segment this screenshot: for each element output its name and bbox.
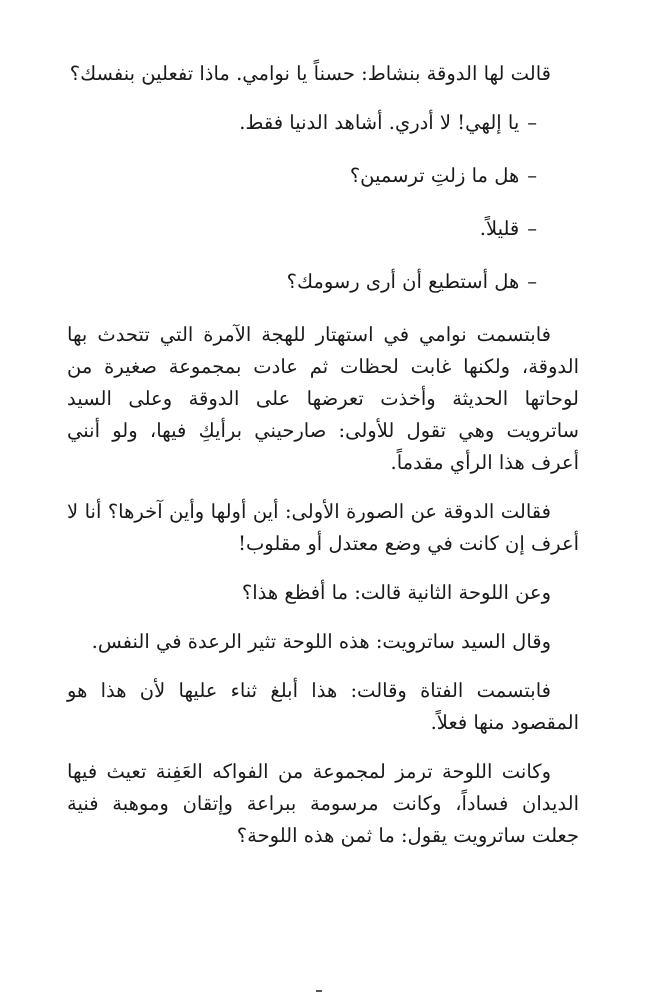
dialogue-text: هل أستطيع أن أرى رسومك؟ [286, 270, 520, 293]
dialogue-dash: – [527, 270, 537, 293]
paragraph-naomi-paintings: فابتسمت نوامي في استهتار للهجة الآمرة التي تتحدث بها الدوقة، ولكنها غابت لحظات ثم عادت بمجموعة صغيرة من لوحاتها الحديثة وأخذت تعرضها على الدوقة وعلى السيد ساترويت وهي تقول للأولى: صارحيني برأيكِ فيها، ولو أنني أعرف هذا الرأي مقدماً. [67, 323, 579, 474]
book-page [67, 58, 579, 869]
dialogue-text: هل ما زلتِ ترسمين؟ [349, 164, 520, 187]
paragraph-first-painting: فقالت الدوقة عن الصورة الأولى: أين أولها وأين آخرها؟ أنا لا أعرف إن كانت في وضع معتدل أو مقلوب! [67, 500, 579, 555]
dialogue-line [67, 160, 579, 192]
dialogue-dash: – [527, 164, 537, 187]
paragraph-second-painting: وعن اللوحة الثانية قالت: ما أفظع هذا؟ [241, 581, 551, 604]
page-edge-mark [316, 990, 322, 992]
dialogue-text: قليلاً. [479, 217, 520, 240]
dialogue-line [67, 213, 579, 245]
paragraph-satterthwaite-comment: وقال السيد ساترويت: هذه اللوحة تثير الرعدة في النفس. [91, 630, 551, 653]
paragraph-girl-reply: فابتسمت الفتاة وقالت: هذا أبلغ ثناء عليها لأن هذا هو المقصود منها فعلاً. [67, 679, 579, 734]
dialogue-line [67, 107, 579, 139]
dialogue-dash: – [527, 111, 537, 134]
dialogue-text: يا إلهي! لا أدري. أشاهد الدنيا فقط. [239, 111, 520, 134]
paragraph-duchess-greeting: قالت لها الدوقة بنشاط: حسناً يا نوامي. ماذا تفعلين بنفسك؟ [69, 62, 551, 85]
dialogue-dash: – [527, 217, 537, 240]
paragraph-fruit-painting: وكانت اللوحة ترمز لمجموعة من الفواكه العَفِنة تعيث فيها الديدان فساداً، وكانت مرسومة ببراعة وإتقان وموهبة فنية جعلت ساترويت يقول: ما ثمن هذه اللوحة؟ [67, 760, 579, 847]
dialogue-line [67, 266, 579, 298]
